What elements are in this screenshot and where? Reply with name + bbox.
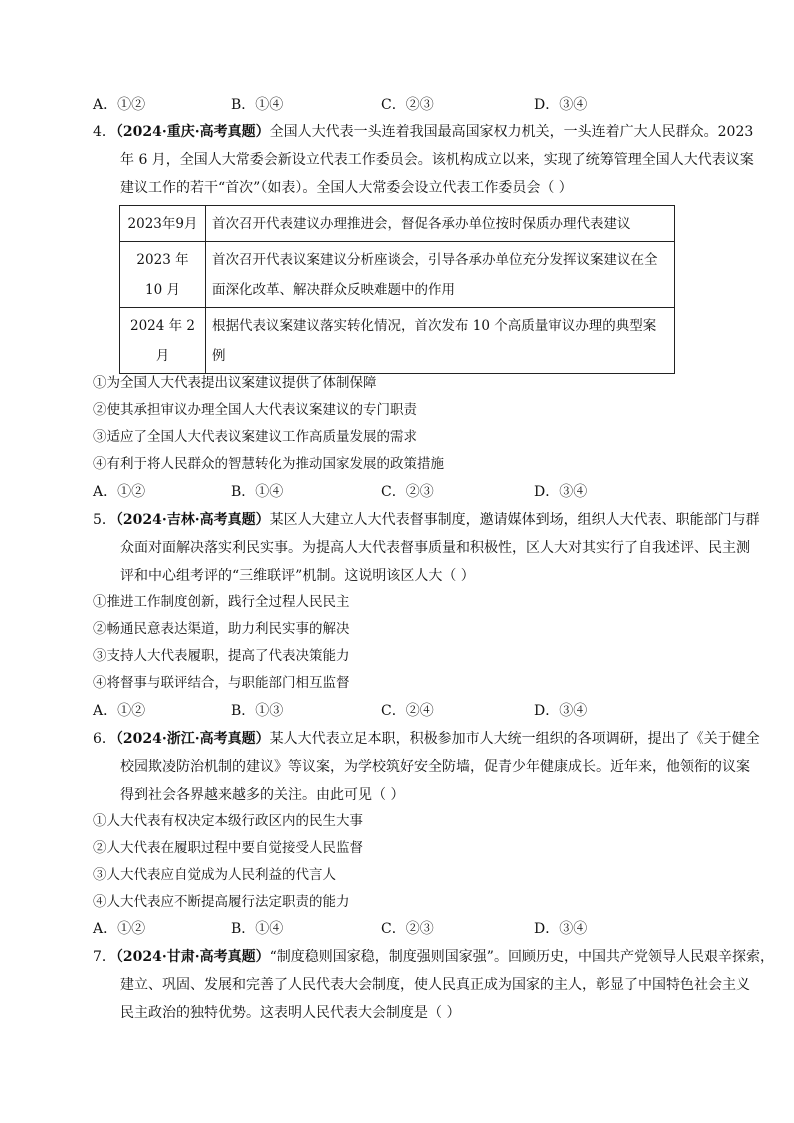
- q4-source: （2024·重庆·高考真题）: [115, 124, 270, 140]
- q4-text-1: 全国人大代表一头连着我国最高国家权力机关，一头连着广大人民群众。2023: [269, 124, 754, 140]
- table-row: [120, 242, 675, 308]
- q5-statement-1: ①推进工作制度创新，践行全过程人民民主: [93, 594, 350, 610]
- q4-table: [119, 205, 675, 374]
- table-date-cell: 2023年9月: [120, 206, 206, 242]
- q5-line-2: 众面对面解决落实利民实事。为提高人大代表督事质量和积极性，区人大对其实行了自我述评、民主测: [120, 540, 750, 556]
- q4-stem: [93, 118, 754, 202]
- table-row: [120, 308, 675, 374]
- q3-option-a[interactable]: A．①②: [93, 97, 146, 113]
- table-desc-cell: 首次召开代表建议办理推进会，督促各承办单位按时保质办理代表建议: [206, 206, 675, 242]
- q6-statement-4: ④人大代表应不断提高履行法定职责的能力: [93, 894, 350, 910]
- q5-line-3: 评和中心组考评的“三维联评”机制。这说明该区人大（ ）: [120, 568, 475, 584]
- q6-options: [93, 919, 713, 939]
- q6-statement-3: ③人大代表应自觉成为人民利益的代言人: [93, 867, 336, 883]
- q7-text-1: “制度稳则国家稳，制度强则国家强”。回顾历史，中国共产党领导人民艰辛探索，: [269, 949, 774, 965]
- q5-option-b[interactable]: B．①③: [231, 703, 284, 719]
- q6-statement-2: ②人大代表在履职过程中要自觉接受人民监督: [93, 840, 363, 856]
- q5-statement-3: ③支持人大代表履职，提高了代表决策能力: [93, 648, 350, 664]
- q7-stem: [93, 943, 774, 1027]
- q7-line-1: [93, 943, 774, 971]
- q6-option-a[interactable]: A．①②: [93, 921, 146, 937]
- q6-number: 6．: [93, 731, 116, 747]
- q4-option-a[interactable]: A．①②: [93, 484, 146, 500]
- table-date-cell: 2023 年 10 月: [120, 242, 206, 308]
- q4-option-d[interactable]: D．③④: [534, 484, 588, 500]
- q6-option-b[interactable]: B．①④: [231, 921, 284, 937]
- q6-stem: [93, 725, 760, 809]
- q4-statement-2: ②使其承担审议办理全国人大代表议案建议的专门职责: [93, 402, 417, 418]
- q5-option-c[interactable]: C．②④: [381, 703, 434, 719]
- q4-statement-1: ①为全国人大代表提出议案建议提供了体制保障: [93, 375, 377, 391]
- q5-text-1: 某区人大建立人大代表督事制度，邀请媒体到场，组织人大代表、职能部门与群: [269, 512, 760, 528]
- q4-line-2: 年 6 月，全国人大常委会新设立代表工作委员会。该机构成立以来，实现了统筹管理全国人大代表议案: [120, 152, 754, 168]
- q6-option-c[interactable]: C．②③: [381, 921, 434, 937]
- q5-number: 5．: [93, 512, 116, 528]
- q4-statement-3: ③适应了全国人大代表议案建议工作高质量发展的需求: [93, 429, 417, 445]
- q4-options: [93, 482, 713, 502]
- q3-option-d[interactable]: D．③④: [534, 97, 588, 113]
- q6-statement-1: ①人大代表有权决定本级行政区内的民生大事: [93, 813, 363, 829]
- q6-option-d[interactable]: D．③④: [534, 921, 588, 937]
- table-desc-cell: 根据代表议案建议落实转化情况，首次发布 10 个高质量审议办理的典型案例: [206, 308, 675, 374]
- table-row: [120, 206, 675, 242]
- q7-line-2: 建立、巩固、发展和完善了人民代表大会制度，使人民真正成为国家的主人，彰显了中国特色社会主义: [120, 977, 750, 993]
- q5-source: （2024·吉林·高考真题）: [115, 512, 270, 528]
- q7-number: 7．: [93, 949, 116, 965]
- q4-line-3: 建议工作的若干“首次”（如表）。全国人大常委会设立代表工作委员会（ ）: [120, 180, 573, 196]
- q3-option-b[interactable]: B．①④: [231, 97, 284, 113]
- table-date-cell: 2024 年 2 月: [120, 308, 206, 374]
- q5-option-a[interactable]: A．①②: [93, 703, 146, 719]
- q3-option-c[interactable]: C．②③: [381, 97, 434, 113]
- q5-statement-4: ④将督事与联评结合，与职能部门相互监督: [93, 675, 350, 691]
- q4-option-c[interactable]: C．②③: [381, 484, 434, 500]
- q5-option-d[interactable]: D．③④: [534, 703, 588, 719]
- table-desc-cell: 首次召开代表议案建议分析座谈会，引导各承办单位充分发挥议案建议在全面深化改革、解决群众反映难题中的作用: [206, 242, 675, 308]
- q5-stem: [93, 506, 760, 590]
- q4-line-1: [93, 118, 754, 146]
- q4-option-b[interactable]: B．①④: [231, 484, 284, 500]
- q7-line-3: 民主政治的独特优势。这表明人民代表大会制度是（ ）: [120, 1005, 461, 1021]
- q6-line-3: 得到社会各界越来越多的关注。由此可见（ ）: [120, 787, 405, 803]
- q5-line-1: [93, 506, 760, 534]
- q5-statement-2: ②畅通民意表达渠道，助力利民实事的解决: [93, 621, 350, 637]
- q6-line-2: 校园欺凌防治机制的建议》等议案，为学校筑好安全防墙，促青少年健康成长。近年来，他领衔的议案: [120, 759, 750, 775]
- q6-source: （2024·浙江·高考真题）: [115, 731, 270, 747]
- q7-source: （2024·甘肃·高考真题）: [115, 949, 270, 965]
- q6-text-1: 某人大代表立足本职，积极参加市人大统一组织的各项调研，提出了《关于健全: [269, 731, 760, 747]
- q3-options: [93, 95, 713, 115]
- q5-options: [93, 701, 713, 721]
- q6-line-1: [93, 725, 760, 753]
- q4-statement-4: ④有利于将人民群众的智慧转化为推动国家发展的政策措施: [93, 456, 444, 472]
- q4-number: 4．: [93, 124, 116, 140]
